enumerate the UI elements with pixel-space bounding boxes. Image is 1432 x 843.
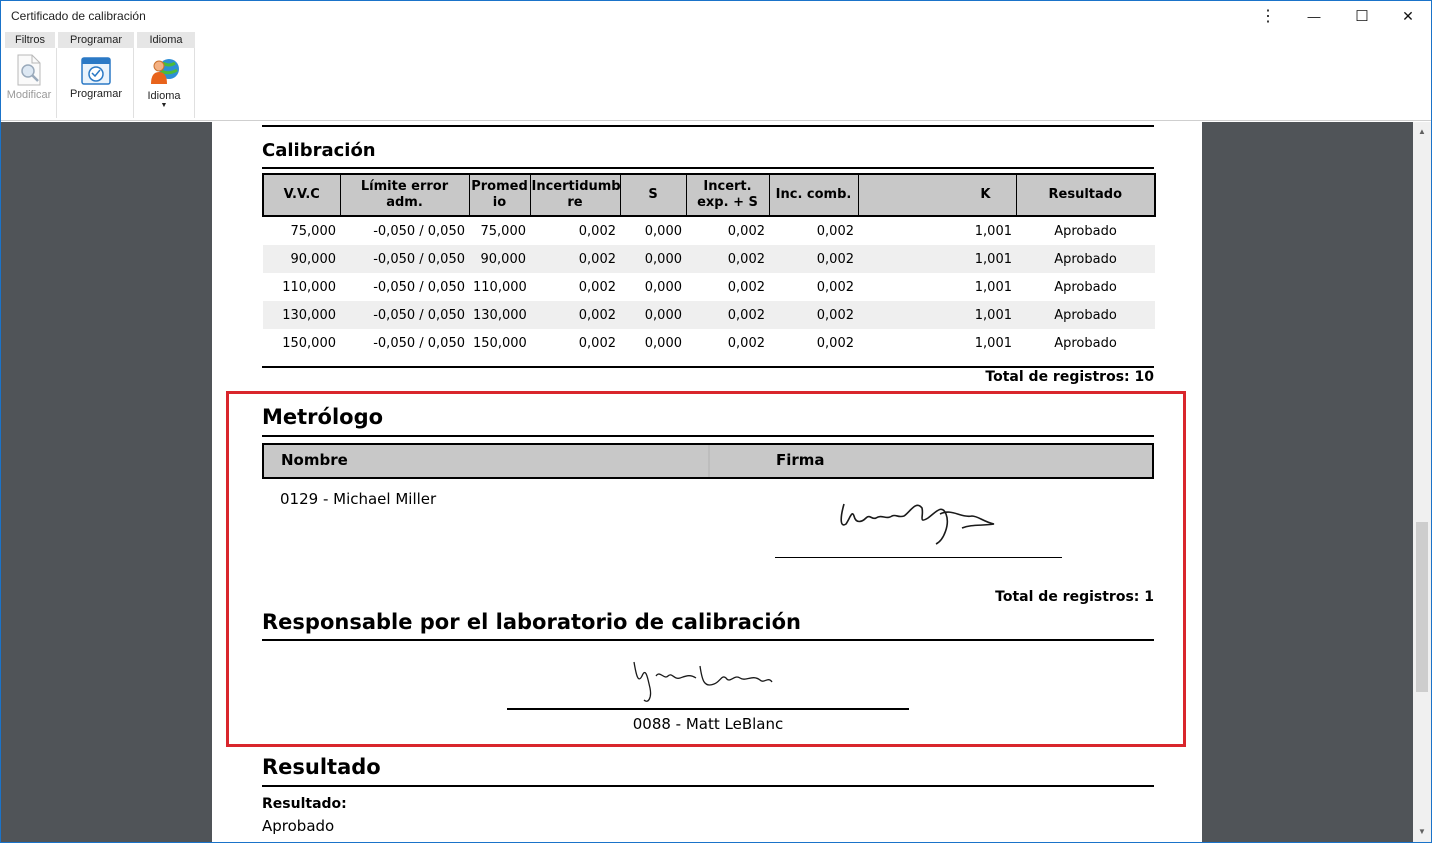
table-cell: 1,001 — [858, 301, 1016, 329]
name-column-header: Nombre — [281, 451, 348, 469]
table-cell: 0,002 — [686, 301, 769, 329]
table-cell: 150,000 — [282, 335, 336, 351]
signature-column-header: Firma — [776, 451, 825, 469]
table-cell: 0,002 — [816, 223, 854, 239]
title-bar — [1, 1, 1431, 32]
result-label: Resultado: — [262, 796, 347, 812]
ribbon — [1, 48, 1431, 121]
metrologist-title: Metrólogo — [262, 405, 384, 429]
more-options-button[interactable]: ⋮ — [1260, 8, 1276, 25]
calibration-table — [262, 173, 1156, 357]
close-button[interactable]: ✕ — [1402, 8, 1414, 24]
table-cell: 0,002 — [686, 245, 769, 273]
table-cell: 110,000 — [282, 279, 336, 295]
table-cell: 0,000 — [644, 279, 682, 295]
maximize-button[interactable]: ☐ — [1355, 8, 1369, 25]
column-header: Límite error adm. — [340, 174, 469, 216]
ribbon-group-filtros — [1, 48, 57, 118]
column-header: V.V.C — [263, 174, 340, 216]
table-cell: Aprobado — [1054, 279, 1117, 295]
table-cell: 150,000 — [473, 335, 527, 351]
globe-person-icon — [148, 55, 180, 87]
table-cell: 0,002 — [530, 245, 620, 273]
table-cell: 0,002 — [578, 279, 616, 295]
calibration-total: Total de registros: 10 — [985, 369, 1154, 385]
metrologist-name: 0129 - Michael Miller — [280, 490, 437, 508]
table-cell: 0,002 — [727, 335, 765, 351]
table-cell: 90,000 — [263, 245, 340, 273]
dropdown-arrow-icon: ▼ — [160, 102, 168, 109]
table-cell: 1,001 — [974, 223, 1012, 239]
modify-button-label: Modificar — [6, 89, 52, 101]
tab-programar[interactable]: Programar — [58, 32, 134, 48]
table-cell: -0,050 / 0,050 — [373, 223, 465, 239]
ribbon-group-idioma — [134, 48, 195, 118]
table-cell: Aprobado — [1054, 223, 1117, 239]
table-cell: 0,002 — [816, 335, 854, 351]
language-button-label: Idioma — [147, 90, 181, 102]
table-cell: -0,050 / 0,050 — [340, 301, 469, 329]
table-cell: 90,000 — [469, 245, 530, 273]
table-cell: 0,002 — [769, 301, 858, 329]
table-cell: 0,002 — [578, 223, 616, 239]
language-button[interactable] — [138, 55, 190, 110]
table-cell: Aprobado — [1016, 245, 1155, 273]
table-cell: -0,050 / 0,050 — [373, 279, 465, 295]
modify-button[interactable] — [5, 54, 53, 101]
table-cell: 0,002 — [816, 279, 854, 295]
table-row — [263, 301, 1155, 329]
table-cell: -0,050 / 0,050 — [340, 245, 469, 273]
table-cell: Aprobado — [1016, 301, 1155, 329]
schedule-button-label: Programar — [70, 88, 122, 100]
scroll-up-icon[interactable]: ▲ — [1418, 127, 1426, 136]
table-cell: 0,000 — [620, 301, 686, 329]
tab-filtros[interactable]: Filtros — [5, 32, 55, 48]
table-cell: 0,000 — [644, 223, 682, 239]
column-header: Promed io — [469, 174, 530, 216]
table-cell: 1,001 — [974, 279, 1012, 295]
table-cell: 130,000 — [469, 301, 530, 329]
table-cell: 75,000 — [290, 223, 336, 239]
top-divider — [262, 125, 1154, 127]
column-header: K — [858, 174, 1016, 216]
table-header-row — [263, 174, 1155, 216]
table-cell: Aprobado — [1054, 335, 1117, 351]
table-cell: 0,000 — [644, 335, 682, 351]
table-cell: 130,000 — [263, 301, 340, 329]
table-row — [263, 245, 1155, 273]
table-cell: 0,002 — [769, 245, 858, 273]
table-cell: 0,002 — [727, 223, 765, 239]
column-header: Incert. exp. + S — [686, 174, 769, 216]
table-cell: 0,000 — [620, 245, 686, 273]
metrologist-total: Total de registros: 1 — [995, 589, 1154, 605]
lab-manager-title: Responsable por el laboratorio de calibración — [262, 610, 801, 634]
schedule-button[interactable] — [63, 57, 129, 100]
calibration-table-bottom-rule — [262, 366, 1154, 368]
calibration-title: Calibración — [262, 140, 376, 161]
column-header: Incertidumb re — [530, 174, 620, 216]
vertical-scrollbar[interactable] — [1413, 122, 1431, 842]
column-header: S — [620, 174, 686, 216]
ribbon-group-programar — [57, 48, 134, 118]
column-header: Inc. comb. — [769, 174, 858, 216]
table-cell: 110,000 — [473, 279, 527, 295]
highlight-box — [226, 391, 1186, 747]
table-cell: -0,050 / 0,050 — [373, 335, 465, 351]
table-row — [263, 273, 1155, 301]
lab-manager-name: 0088 - Matt LeBlanc — [632, 715, 784, 733]
column-header: Resultado — [1016, 174, 1155, 216]
table-row — [263, 329, 1155, 357]
result-title: Resultado — [262, 755, 381, 779]
result-value: Aprobado — [262, 817, 335, 835]
calibration-title-rule — [262, 167, 1154, 169]
scrollbar-thumb[interactable] — [1416, 522, 1428, 692]
window-title: Certificado de calibración — [11, 9, 146, 23]
table-cell: 75,000 — [480, 223, 526, 239]
document-search-icon — [15, 54, 43, 86]
calendar-clock-icon — [81, 57, 111, 85]
table-row — [263, 216, 1155, 245]
result-title-rule — [262, 785, 1154, 787]
table-cell: 0,002 — [530, 301, 620, 329]
table-cell: 1,001 — [974, 335, 1012, 351]
tab-idioma[interactable]: Idioma — [137, 32, 195, 48]
table-cell: 1,001 — [858, 245, 1016, 273]
minimize-button[interactable]: — — [1307, 9, 1321, 24]
scroll-down-icon[interactable]: ▼ — [1418, 827, 1426, 836]
table-cell: 0,002 — [578, 335, 616, 351]
table-cell: 0,002 — [727, 279, 765, 295]
